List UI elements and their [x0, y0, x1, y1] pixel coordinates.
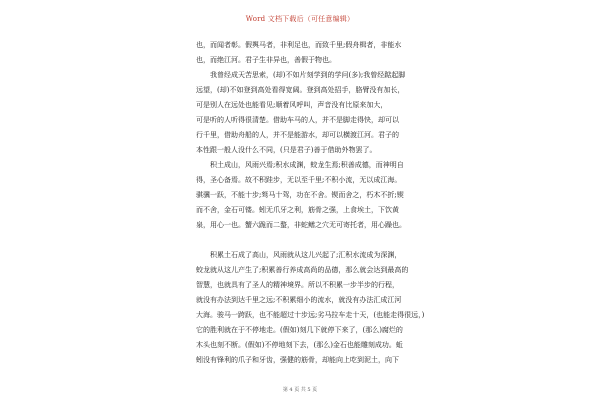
paragraph-1	[196, 38, 424, 68]
paragraph-spacer	[196, 233, 424, 248]
paragraph-4	[196, 248, 424, 368]
page-footer: 第 4 页 共 5 页	[282, 387, 318, 393]
text-line: 得，圣心备焉。故不积跬步，无以至千里;不积小流，无以成江海。	[196, 176, 402, 184]
text-line: 蛟龙就从这儿产生了;积累善行养成高尚的品德，那么就会达到最高的	[196, 266, 409, 274]
text-line: 积土成山，风雨兴焉;积水成渊，蛟龙生焉;积善成德，而神明自	[210, 161, 404, 169]
text-line: 蚓没有锋利的爪子和牙齿，强健的筋骨，却能向上吃到泥土，向下	[196, 356, 399, 364]
page-header: Word 文档下载后（可任意编辑）	[245, 15, 355, 23]
paragraph-3	[196, 158, 424, 233]
text-line: 也，而绝江河。君子生非异也，善假于物也。	[196, 56, 336, 64]
text-line: 远望，(却)不如登到高处看得宽阔。登到高处招手，胳臂没有加长，	[196, 86, 405, 94]
text-line: 行千里，借助舟船的人，并不是能游水，却可以横渡江河。君子的	[196, 131, 399, 139]
text-line: 可是听的人听得很清楚。借助车马的人，并不是脚走得快，却可以	[196, 116, 399, 124]
text-line: 本性跟一般人没什么不同，(只是君子)善于借助外物罢了。	[196, 146, 377, 154]
text-line: 也，而闻者彰。假舆马者，非利足也，而致千里;假舟楫者，非能水	[196, 41, 402, 49]
text-line: 大海。骏马一跨跃，也不能超过十步远;劣马拉车走十天，(也能走得很远，)	[196, 311, 424, 319]
text-line: 骐骥一跃，不能十步;驽马十驾，功在不舍。锲而舍之，朽木不折;锲	[196, 191, 404, 199]
text-line: 木头也刻不断。(假如)不停地刻下去，(那么)金石也能雕刻成功。蚯	[196, 341, 403, 349]
text-line: 可是别人在远处也能看见;顺着风呼叫，声音没有比原来加大，	[196, 101, 388, 109]
paragraph-2	[196, 68, 424, 158]
document-body	[196, 38, 424, 368]
text-line: 它的胜利就在于不停地走。(假如)刻几下就停下来了，(那么)腐烂的	[196, 326, 403, 334]
text-line: 积累土石成了高山，风雨就从这儿兴起了;汇积水流成为深渊，	[210, 251, 402, 259]
text-line: 泉，用心一也。蟹六跪而二螯，非蛇鳝之穴无可寄托者，用心躁也。	[196, 221, 406, 229]
text-line: 智慧，也就具有了圣人的精神境界。所以不积累一步半步的行程，	[196, 281, 399, 289]
text-line: 就没有办法到达千里之远;不积累细小的流水，就没有办法汇成江河	[196, 296, 402, 304]
text-line: 我曾经成天苦思索，(却)不如片刻学到的学问(多);我曾经踮起脚	[210, 71, 406, 79]
text-line: 而不舍，金石可镂。蚓无爪牙之利，筋骨之强，上食埃土，下饮黄	[196, 206, 399, 214]
